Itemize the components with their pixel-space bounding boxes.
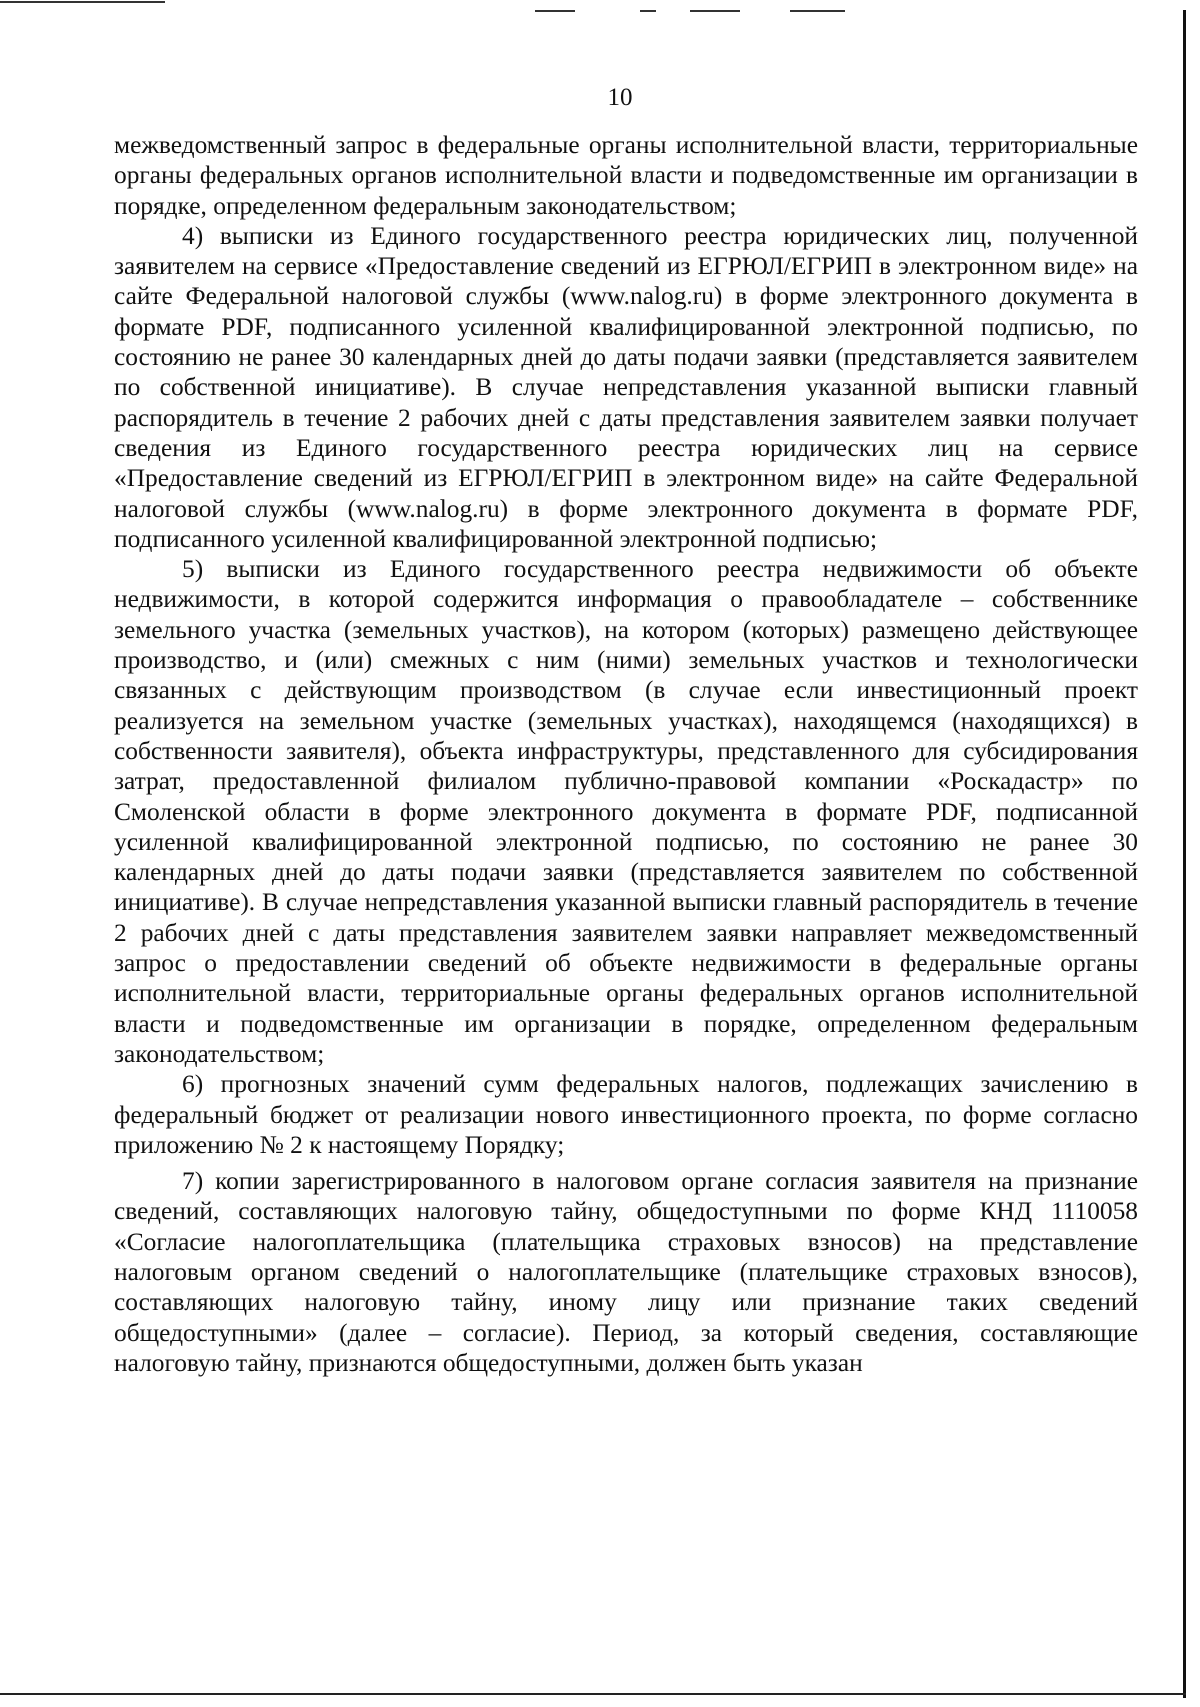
paragraph-item-5: 5) выписки из Единого государственного реестра недвижимости об объекте недвижимости, в которой содержится информация о правообладателе – собственнике земельного участка (земельных участков), на котором (которых) размещено действующее производство, и (или) смежных с ним (ними) земельных участков и технологически связанных с действующим производством (в случае если инвестиционный проект реализуется на земельном участке (земельных участках), находящемся (находящихся) в собственности заявителя), объекта инфраструктуры, представленного для субсидирования затрат, предоставленной филиалом публично-правовой компании «Роскадастр» по Смоленской области в форме электронного документа в формате PDF, подписанной усиленной квалифицированной электронной подписью, по состоянию не ранее 30 календарных дней до даты подачи заявки (представляется заявителем по собственной инициативе). В случае непредставления указанной выписки главный распорядитель в течение 2 рабочих дней с даты представления заявителем заявки направляет межведомственный запрос о предоставлении сведений об объекте недвижимости в федеральные органы исполнительной власти, территориальные органы федеральных органов исполнительной власти и подведомственные им организации в порядке, определенном федеральным законодательством; bbox=[114, 555, 1138, 1068]
paragraph-continuation: межведомственный запрос в федеральные органы исполнительной власти, территориальные органы федеральных органов исполнительной власти и подведомственные им организации в порядке, определенном федеральным законодательством; bbox=[114, 131, 1138, 220]
paragraph-item-4: 4) выписки из Единого государственного реестра юридических лиц, полученной заявителем на сервисе «Предоставление сведений из ЕГРЮЛ/ЕГРИП в электронном виде» на сайте Федеральной налоговой службы (www.nalog.ru) в форме электронного документа в формате PDF, подписанного усиленной квалифицированной электронной подписью, по состоянию не ранее 30 календарных дней до даты подачи заявки (представляется заявителем по собственной инициативе). В случае непредставления указанной выписки главный распорядитель в течение 2 рабочих дней с даты представления заявителем заявки получает сведения из Единого государственного реестра юридических лиц на сервисе «Предоставление сведений из ЕГРЮЛ/ЕГРИП в электронном виде» на сайте Федеральной налоговой службы (www.nalog.ru) в форме электронного документа в формате PDF, подписанного усиленной квалифицированной электронной подписью; bbox=[114, 221, 1138, 553]
scan-artifact-line bbox=[0, 1, 165, 3]
page-number: 10 bbox=[607, 84, 633, 111]
scan-artifact-line bbox=[640, 10, 656, 12]
document-body bbox=[114, 130, 1138, 1378]
scan-artifact-line bbox=[790, 10, 845, 12]
scan-artifact-line bbox=[690, 10, 740, 12]
scan-edge-right bbox=[1183, 10, 1186, 1698]
scan-artifact-line bbox=[535, 10, 575, 12]
paragraph-item-6: 6) прогнозных значений сумм федеральных налогов, подлежащих зачислению в федеральный бюджет от реализации нового инвестиционного проекта, по форме согласно приложению № 2 к настоящему Порядку; bbox=[114, 1070, 1138, 1159]
paragraph-item-7: 7) копии зарегистрированного в налоговом органе согласия заявителя на признание сведений, составляющих налоговую тайну, общедоступными по форме КНД 1110058 «Согласие налогоплательщика (плательщика страховых взносов) на представление налоговым органом сведений о налогоплательщике (плательщике страховых взносов), составляющих налоговую тайну, иному лицу или признание таких сведений общедоступными» (далее – согласие). Период, за который сведения, составляющие налоговую тайну, признаются общедоступными, должен быть указан bbox=[114, 1167, 1138, 1377]
scan-edge-bottom bbox=[0, 1693, 1186, 1695]
